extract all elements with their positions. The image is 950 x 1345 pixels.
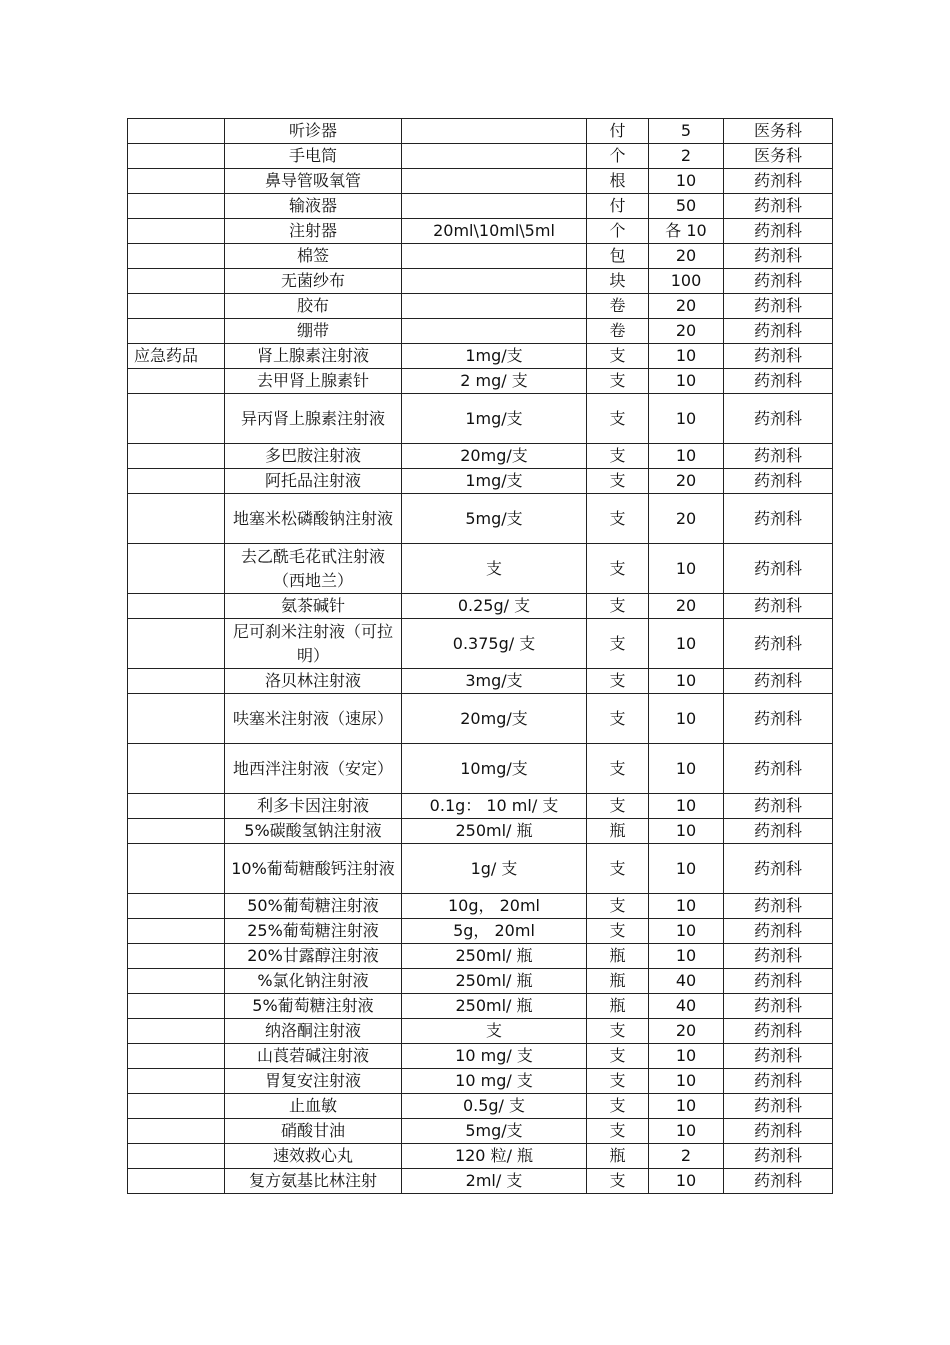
department-cell: 药剂科 — [724, 369, 833, 394]
item-name-cell: 肾上腺素注射液 — [225, 344, 402, 369]
unit-cell: 付 — [587, 194, 649, 219]
quantity-cell: 10 — [649, 344, 724, 369]
category-cell — [128, 469, 225, 494]
department-cell: 医务科 — [724, 119, 833, 144]
table-row — [128, 919, 833, 944]
table-row — [128, 444, 833, 469]
table-row — [128, 344, 833, 369]
unit-cell: 支 — [587, 444, 649, 469]
department-cell: 药剂科 — [724, 269, 833, 294]
department-cell: 药剂科 — [724, 1094, 833, 1119]
unit-cell: 支 — [587, 1019, 649, 1044]
unit-cell: 付 — [587, 119, 649, 144]
table-row — [128, 219, 833, 244]
unit-cell: 支 — [587, 1069, 649, 1094]
item-name-cell: 胶布 — [225, 294, 402, 319]
quantity-cell: 20 — [649, 319, 724, 344]
table-row — [128, 969, 833, 994]
unit-cell: 支 — [587, 844, 649, 894]
department-cell: 药剂科 — [724, 844, 833, 894]
table-row — [128, 469, 833, 494]
spec-cell: 20mg/支 — [402, 444, 587, 469]
table-row — [128, 594, 833, 619]
quantity-cell: 10 — [649, 444, 724, 469]
item-name-cell: 尼可刹米注射液（可拉明） — [225, 619, 402, 669]
category-cell — [128, 1019, 225, 1044]
category-cell — [128, 619, 225, 669]
item-name-cell: 呋塞米注射液（速尿） — [225, 694, 402, 744]
table-row — [128, 1094, 833, 1119]
quantity-cell: 10 — [649, 619, 724, 669]
spec-cell — [402, 244, 587, 269]
unit-cell: 包 — [587, 244, 649, 269]
department-cell: 药剂科 — [724, 969, 833, 994]
department-cell: 药剂科 — [724, 544, 833, 594]
quantity-cell: 2 — [649, 144, 724, 169]
spec-cell: 10 mg/ 支 — [402, 1069, 587, 1094]
spec-cell: 20mg/支 — [402, 694, 587, 744]
item-name-cell: 阿托品注射液 — [225, 469, 402, 494]
department-cell: 药剂科 — [724, 694, 833, 744]
unit-cell: 瓶 — [587, 819, 649, 844]
category-cell: 应急药品 — [128, 344, 225, 369]
department-cell: 药剂科 — [724, 194, 833, 219]
unit-cell: 支 — [587, 694, 649, 744]
table-row — [128, 694, 833, 744]
spec-cell: 0.5g/ 支 — [402, 1094, 587, 1119]
department-cell: 药剂科 — [724, 1019, 833, 1044]
unit-cell: 支 — [587, 1119, 649, 1144]
department-cell: 药剂科 — [724, 1169, 833, 1194]
category-cell — [128, 1044, 225, 1069]
table-row — [128, 819, 833, 844]
item-name-cell: 洛贝林注射液 — [225, 669, 402, 694]
category-cell — [128, 794, 225, 819]
spec-cell — [402, 194, 587, 219]
quantity-cell: 10 — [649, 1069, 724, 1094]
quantity-cell: 10 — [649, 794, 724, 819]
category-cell — [128, 219, 225, 244]
unit-cell: 支 — [587, 394, 649, 444]
quantity-cell: 10 — [649, 694, 724, 744]
quantity-cell: 10 — [649, 1169, 724, 1194]
quantity-cell: 20 — [649, 494, 724, 544]
category-cell — [128, 969, 225, 994]
table-row — [128, 494, 833, 544]
item-name-cell: 无菌纱布 — [225, 269, 402, 294]
quantity-cell: 各 10 — [649, 219, 724, 244]
spec-cell: 1g/ 支 — [402, 844, 587, 894]
quantity-cell: 10 — [649, 1044, 724, 1069]
department-cell: 药剂科 — [724, 619, 833, 669]
department-cell: 药剂科 — [724, 744, 833, 794]
category-cell — [128, 1094, 225, 1119]
department-cell: 药剂科 — [724, 394, 833, 444]
department-cell: 药剂科 — [724, 444, 833, 469]
spec-cell: 0.375g/ 支 — [402, 619, 587, 669]
table-row — [128, 744, 833, 794]
category-cell — [128, 544, 225, 594]
item-name-cell: 地塞米松磷酸钠注射液 — [225, 494, 402, 544]
category-cell — [128, 994, 225, 1019]
quantity-cell: 20 — [649, 244, 724, 269]
table-row — [128, 1119, 833, 1144]
quantity-cell: 10 — [649, 669, 724, 694]
item-name-cell: 5%葡萄糖注射液 — [225, 994, 402, 1019]
item-name-cell: 注射器 — [225, 219, 402, 244]
inventory-table — [127, 118, 833, 1194]
item-name-cell: 纳洛酮注射液 — [225, 1019, 402, 1044]
unit-cell: 支 — [587, 544, 649, 594]
item-name-cell: 止血敏 — [225, 1094, 402, 1119]
category-cell — [128, 744, 225, 794]
item-name-cell: 手电筒 — [225, 144, 402, 169]
unit-cell: 瓶 — [587, 1144, 649, 1169]
quantity-cell: 50 — [649, 194, 724, 219]
table-row — [128, 894, 833, 919]
department-cell: 药剂科 — [724, 894, 833, 919]
unit-cell: 支 — [587, 469, 649, 494]
category-cell — [128, 1069, 225, 1094]
quantity-cell: 10 — [649, 394, 724, 444]
item-name-cell: 利多卡因注射液 — [225, 794, 402, 819]
spec-cell: 支 — [402, 1019, 587, 1044]
quantity-cell: 40 — [649, 994, 724, 1019]
item-name-cell: 复方氨基比林注射 — [225, 1169, 402, 1194]
item-name-cell: 50%葡萄糖注射液 — [225, 894, 402, 919]
unit-cell: 支 — [587, 919, 649, 944]
table-row — [128, 394, 833, 444]
spec-cell: 2ml/ 支 — [402, 1169, 587, 1194]
quantity-cell: 20 — [649, 469, 724, 494]
unit-cell: 支 — [587, 669, 649, 694]
department-cell: 药剂科 — [724, 219, 833, 244]
table-row — [128, 994, 833, 1019]
table-row — [128, 544, 833, 594]
quantity-cell: 2 — [649, 1144, 724, 1169]
item-name-cell: 输液器 — [225, 194, 402, 219]
quantity-cell: 10 — [649, 169, 724, 194]
category-cell — [128, 169, 225, 194]
item-name-cell: %氯化钠注射液 — [225, 969, 402, 994]
table-row — [128, 1169, 833, 1194]
table-row — [128, 794, 833, 819]
department-cell: 药剂科 — [724, 494, 833, 544]
department-cell: 医务科 — [724, 144, 833, 169]
category-cell — [128, 119, 225, 144]
category-cell — [128, 1169, 225, 1194]
table-row — [128, 319, 833, 344]
spec-cell: 120 粒/ 瓶 — [402, 1144, 587, 1169]
item-name-cell: 10%葡萄糖酸钙注射液 — [225, 844, 402, 894]
department-cell: 药剂科 — [724, 244, 833, 269]
department-cell: 药剂科 — [724, 669, 833, 694]
quantity-cell: 10 — [649, 744, 724, 794]
spec-cell: 5mg/支 — [402, 494, 587, 544]
quantity-cell: 10 — [649, 944, 724, 969]
category-cell — [128, 269, 225, 294]
category-cell — [128, 494, 225, 544]
unit-cell: 瓶 — [587, 994, 649, 1019]
item-name-cell: 地西泮注射液（安定） — [225, 744, 402, 794]
quantity-cell: 100 — [649, 269, 724, 294]
spec-cell: 5g， 20ml — [402, 919, 587, 944]
department-cell: 药剂科 — [724, 1044, 833, 1069]
table-row — [128, 369, 833, 394]
item-name-cell: 5%碳酸氢钠注射液 — [225, 819, 402, 844]
spec-cell — [402, 119, 587, 144]
unit-cell: 根 — [587, 169, 649, 194]
table-row — [128, 194, 833, 219]
department-cell: 药剂科 — [724, 919, 833, 944]
category-cell — [128, 319, 225, 344]
item-name-cell: 山莨菪碱注射液 — [225, 1044, 402, 1069]
unit-cell: 块 — [587, 269, 649, 294]
unit-cell: 支 — [587, 494, 649, 544]
quantity-cell: 10 — [649, 1094, 724, 1119]
category-cell — [128, 844, 225, 894]
quantity-cell: 20 — [649, 294, 724, 319]
department-cell: 药剂科 — [724, 319, 833, 344]
unit-cell: 卷 — [587, 294, 649, 319]
category-cell — [128, 369, 225, 394]
department-cell: 药剂科 — [724, 1119, 833, 1144]
category-cell — [128, 694, 225, 744]
spec-cell: 20ml\10ml\5ml — [402, 219, 587, 244]
spec-cell: 0.25g/ 支 — [402, 594, 587, 619]
unit-cell: 瓶 — [587, 944, 649, 969]
spec-cell: 支 — [402, 544, 587, 594]
department-cell: 药剂科 — [724, 1144, 833, 1169]
item-name-cell: 鼻导管吸氧管 — [225, 169, 402, 194]
department-cell: 药剂科 — [724, 344, 833, 369]
unit-cell: 支 — [587, 894, 649, 919]
category-cell — [128, 1119, 225, 1144]
spec-cell: 10 mg/ 支 — [402, 1044, 587, 1069]
table-row — [128, 844, 833, 894]
table-row — [128, 619, 833, 669]
item-name-cell: 棉签 — [225, 244, 402, 269]
spec-cell — [402, 294, 587, 319]
quantity-cell: 20 — [649, 1019, 724, 1044]
spec-cell: 250ml/ 瓶 — [402, 944, 587, 969]
category-cell — [128, 144, 225, 169]
spec-cell: 0.1g： 10 ml/ 支 — [402, 794, 587, 819]
quantity-cell: 20 — [649, 594, 724, 619]
category-cell — [128, 819, 225, 844]
department-cell: 药剂科 — [724, 469, 833, 494]
category-cell — [128, 944, 225, 969]
item-name-cell: 速效救心丸 — [225, 1144, 402, 1169]
category-cell — [128, 669, 225, 694]
department-cell: 药剂科 — [724, 794, 833, 819]
department-cell: 药剂科 — [724, 594, 833, 619]
spec-cell: 1mg/支 — [402, 344, 587, 369]
quantity-cell: 10 — [649, 844, 724, 894]
category-cell — [128, 444, 225, 469]
table-row — [128, 119, 833, 144]
quantity-cell: 10 — [649, 1119, 724, 1144]
category-cell — [128, 894, 225, 919]
unit-cell: 支 — [587, 344, 649, 369]
table-row — [128, 944, 833, 969]
item-name-cell: 多巴胺注射液 — [225, 444, 402, 469]
department-cell: 药剂科 — [724, 944, 833, 969]
table-row — [128, 1069, 833, 1094]
table-row — [128, 669, 833, 694]
unit-cell: 支 — [587, 619, 649, 669]
table-row — [128, 1019, 833, 1044]
spec-cell: 5mg/支 — [402, 1119, 587, 1144]
item-name-cell: 听诊器 — [225, 119, 402, 144]
table-row — [128, 294, 833, 319]
department-cell: 药剂科 — [724, 819, 833, 844]
spec-cell: 1mg/支 — [402, 469, 587, 494]
item-name-cell: 去乙酰毛花甙注射液（西地兰） — [225, 544, 402, 594]
quantity-cell: 10 — [649, 919, 724, 944]
spec-cell: 250ml/ 瓶 — [402, 819, 587, 844]
unit-cell: 个 — [587, 144, 649, 169]
quantity-cell: 10 — [649, 369, 724, 394]
spec-cell: 2 mg/ 支 — [402, 369, 587, 394]
quantity-cell: 10 — [649, 819, 724, 844]
spec-cell: 10mg/支 — [402, 744, 587, 794]
department-cell: 药剂科 — [724, 294, 833, 319]
category-cell — [128, 394, 225, 444]
quantity-cell: 5 — [649, 119, 724, 144]
item-name-cell: 去甲肾上腺素针 — [225, 369, 402, 394]
unit-cell: 支 — [587, 1169, 649, 1194]
table-row — [128, 169, 833, 194]
item-name-cell: 20%甘露醇注射液 — [225, 944, 402, 969]
spec-cell — [402, 144, 587, 169]
unit-cell: 个 — [587, 219, 649, 244]
category-cell — [128, 594, 225, 619]
table-row — [128, 144, 833, 169]
unit-cell: 支 — [587, 594, 649, 619]
department-cell: 药剂科 — [724, 994, 833, 1019]
spec-cell: 1mg/支 — [402, 394, 587, 444]
unit-cell: 支 — [587, 1094, 649, 1119]
spec-cell — [402, 269, 587, 294]
item-name-cell: 氨茶碱针 — [225, 594, 402, 619]
item-name-cell: 绷带 — [225, 319, 402, 344]
quantity-cell: 10 — [649, 544, 724, 594]
spec-cell — [402, 169, 587, 194]
department-cell: 药剂科 — [724, 169, 833, 194]
spec-cell: 250ml/ 瓶 — [402, 994, 587, 1019]
spec-cell: 10g， 20ml — [402, 894, 587, 919]
unit-cell: 支 — [587, 794, 649, 819]
item-name-cell: 异丙肾上腺素注射液 — [225, 394, 402, 444]
unit-cell: 支 — [587, 369, 649, 394]
category-cell — [128, 294, 225, 319]
unit-cell: 支 — [587, 1044, 649, 1069]
spec-cell — [402, 319, 587, 344]
spec-cell: 250ml/ 瓶 — [402, 969, 587, 994]
unit-cell: 支 — [587, 744, 649, 794]
table-row — [128, 1044, 833, 1069]
category-cell — [128, 919, 225, 944]
table-row — [128, 1144, 833, 1169]
category-cell — [128, 194, 225, 219]
inventory-table-body — [128, 119, 833, 1194]
quantity-cell: 10 — [649, 894, 724, 919]
department-cell: 药剂科 — [724, 1069, 833, 1094]
unit-cell: 卷 — [587, 319, 649, 344]
quantity-cell: 40 — [649, 969, 724, 994]
category-cell — [128, 1144, 225, 1169]
item-name-cell: 25%葡萄糖注射液 — [225, 919, 402, 944]
table-row — [128, 244, 833, 269]
spec-cell: 3mg/支 — [402, 669, 587, 694]
item-name-cell: 硝酸甘油 — [225, 1119, 402, 1144]
category-cell — [128, 244, 225, 269]
unit-cell: 瓶 — [587, 969, 649, 994]
item-name-cell: 胃复安注射液 — [225, 1069, 402, 1094]
table-row — [128, 269, 833, 294]
